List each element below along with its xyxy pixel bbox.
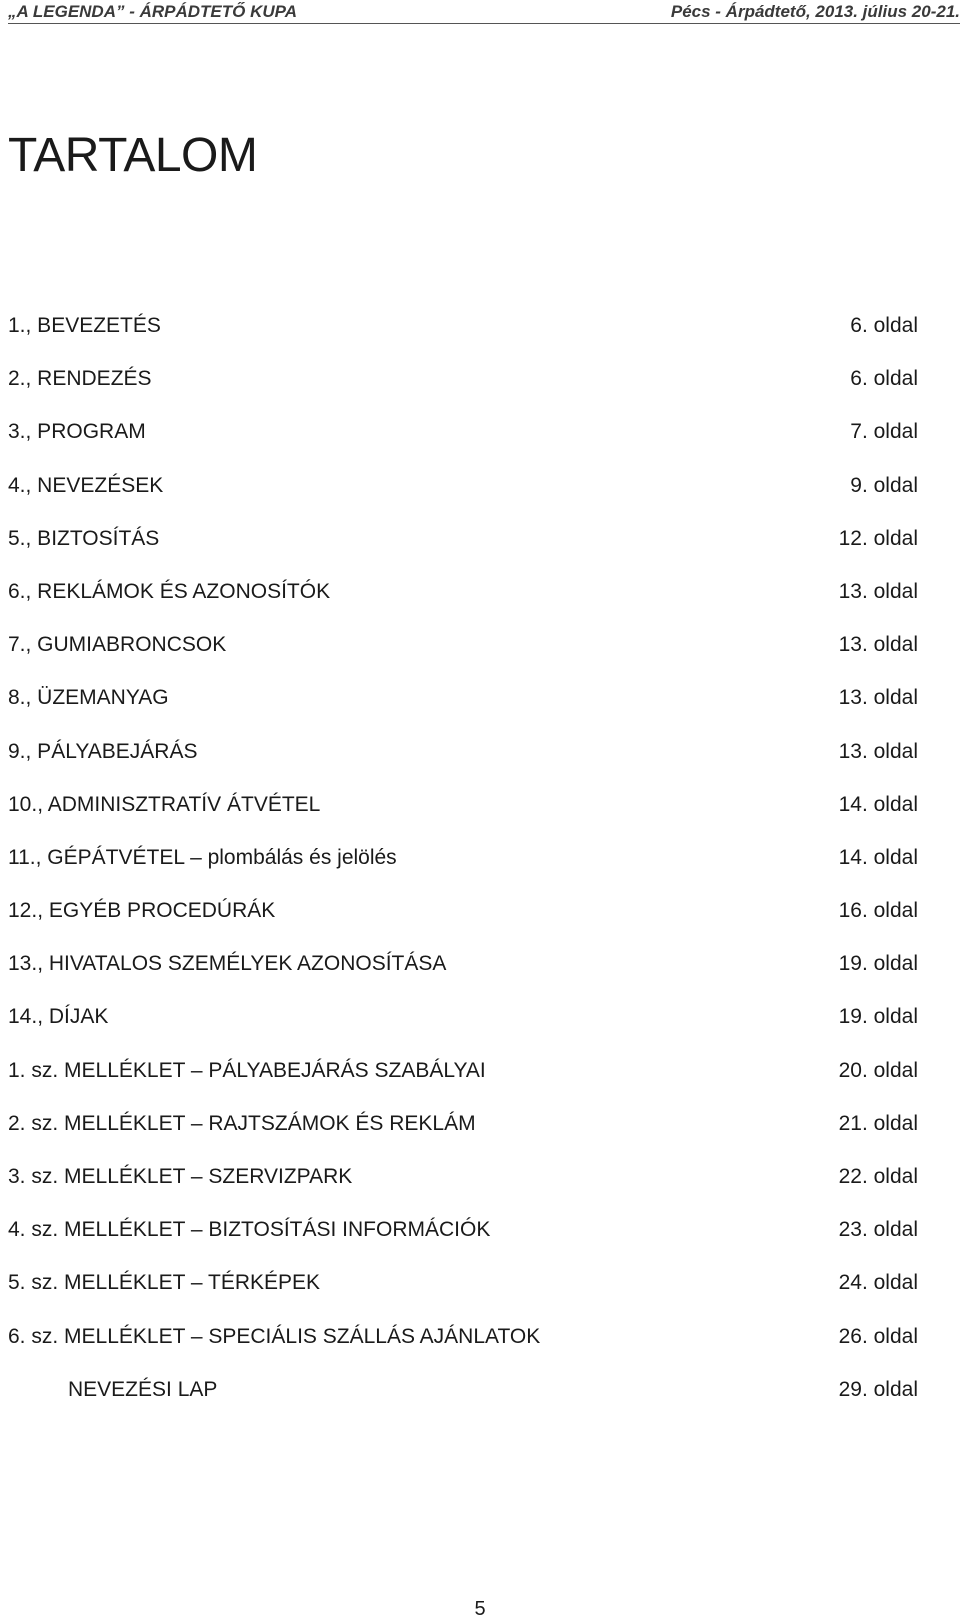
toc-page-ref: 24. oldal (838, 1271, 918, 1295)
page-title: TARTALOM (8, 129, 258, 182)
toc-entry-label: 3., PROGRAM (8, 420, 146, 444)
toc-item (8, 1218, 918, 1271)
toc-page-ref: 16. oldal (838, 899, 918, 923)
toc-entry-label: 4. sz. MELLÉKLET – BIZTOSÍTÁSI INFORMÁCIÓK (8, 1218, 491, 1242)
toc-entry-label: NEVEZÉSI LAP (68, 1377, 218, 1401)
toc-item (8, 1165, 918, 1218)
toc-entry-label: 3. sz. MELLÉKLET – SZERVIZPARK (8, 1165, 353, 1188)
toc-page-ref: 19. oldal (838, 952, 918, 976)
toc-item (8, 1112, 918, 1165)
table-of-contents (8, 314, 918, 1431)
toc-page-ref: 13. oldal (838, 633, 918, 657)
toc-page-ref: 6. oldal (850, 367, 918, 391)
toc-entry-label: 14., DÍJAK (8, 1005, 109, 1029)
toc-item (8, 1005, 918, 1058)
toc-entry-label: 2. sz. MELLÉKLET – RAJTSZÁMOK ÉS REKLÁM (8, 1111, 476, 1135)
toc-page-ref: 23. oldal (838, 1218, 918, 1242)
toc-page-ref: 20. oldal (838, 1058, 918, 1082)
toc-item (8, 1271, 918, 1324)
toc-page-ref: 13. oldal (838, 686, 918, 710)
toc-entry-label: 10., ADMINISZTRATÍV ÁTVÉTEL (8, 792, 321, 816)
header-event-title: „A LEGENDA” - ÁRPÁDTETŐ KUPA (8, 2, 297, 21)
toc-entry-label: 6. sz. MELLÉKLET – SPECIÁLIS SZÁLLÁS AJÁNLATOK (8, 1324, 541, 1348)
page-number: 5 (474, 1598, 486, 1620)
toc-entry-label: 13., HIVATALOS SZEMÉLYEK AZONOSÍTÁSA (8, 952, 447, 976)
toc-entry-label: 5., BIZTOSÍTÁS (8, 526, 160, 550)
toc-page-ref: 19. oldal (838, 1005, 918, 1029)
toc-page-ref: 21. oldal (838, 1111, 918, 1135)
toc-item (8, 314, 918, 367)
toc-item (8, 952, 918, 1005)
toc-entry-label: 5. sz. MELLÉKLET – TÉRKÉPEK (8, 1271, 321, 1295)
toc-item (8, 527, 918, 580)
header-event-place-date: Pécs - Árpádtető, 2013. július 20-21. (670, 2, 960, 21)
toc-page-ref: 9. oldal (850, 473, 918, 497)
toc-item (8, 580, 918, 633)
toc-item (8, 367, 918, 420)
toc-entry-label: 6., REKLÁMOK ÉS AZONOSÍTÓK (8, 579, 331, 603)
toc-item (8, 1325, 918, 1378)
toc-item (8, 1378, 918, 1431)
toc-item (8, 899, 918, 952)
toc-item (8, 1059, 918, 1112)
toc-page-ref: 22. oldal (838, 1165, 918, 1188)
toc-page-ref: 6. oldal (850, 314, 918, 337)
toc-item (8, 793, 918, 846)
toc-page-ref: 7. oldal (850, 420, 918, 444)
toc-item (8, 420, 918, 473)
toc-page-ref: 13. oldal (838, 739, 918, 763)
toc-entry-label: 4., NEVEZÉSEK (8, 473, 164, 497)
toc-item (8, 633, 918, 686)
toc-entry-label: 1. sz. MELLÉKLET – PÁLYABEJÁRÁS SZABÁLYAI (8, 1058, 486, 1082)
toc-entry-label: 7., GUMIABRONCSOK (8, 633, 227, 657)
toc-entry-label: 2., RENDEZÉS (8, 367, 152, 391)
toc-entry-label: 11., GÉPÁTVÉTEL – plombálás és jelölés (8, 845, 397, 869)
toc-page-ref: 26. oldal (838, 1324, 918, 1348)
toc-entry-label: 9., PÁLYABEJÁRÁS (8, 739, 198, 763)
header-divider (8, 23, 960, 24)
toc-entry-label: 12., EGYÉB PROCEDÚRÁK (8, 899, 276, 923)
toc-page-ref: 12. oldal (838, 526, 918, 550)
toc-item (8, 686, 918, 739)
toc-page-ref: 14. oldal (838, 845, 918, 869)
toc-item (8, 846, 918, 899)
toc-page-ref: 29. oldal (838, 1377, 918, 1401)
toc-page-ref: 13. oldal (838, 579, 918, 603)
toc-item (8, 740, 918, 793)
toc-entry-label: 1., BEVEZETÉS (8, 314, 161, 337)
toc-page-ref: 14. oldal (838, 792, 918, 816)
toc-item (8, 474, 918, 527)
toc-entry-label: 8., ÜZEMANYAG (8, 686, 169, 710)
